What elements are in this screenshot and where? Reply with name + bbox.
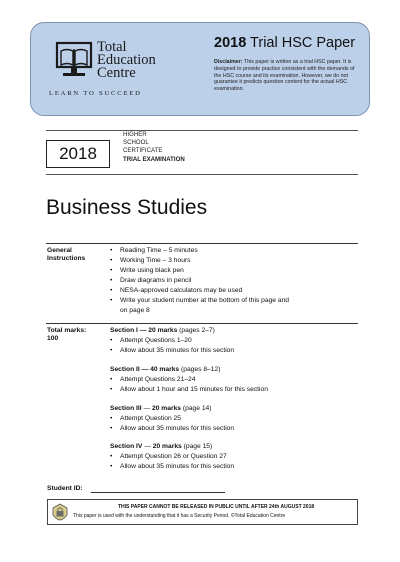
list-item: • Write your student number at the bottom of this page and [110, 296, 320, 306]
paper-title [214, 35, 355, 51]
list-item: • Attempt Questions 1–20 [110, 336, 340, 346]
certificate-line: HIGHER [123, 131, 147, 138]
security-footer [47, 499, 358, 525]
list-item: • NESA-approved calculators may be used [110, 286, 320, 296]
list-item: • Allow about 1 hour and 15 minutes for this section [110, 385, 340, 395]
certificate-line: TRIAL EXAMINATION [123, 155, 185, 163]
section-marks: 40 marks [150, 366, 180, 373]
book-monitor-icon [51, 41, 97, 81]
paper-year: 2018 [214, 35, 247, 51]
total-marks-value: 100 [47, 335, 59, 343]
list-item: • Reading Time – 5 minutes [110, 246, 320, 256]
year-box: 2018 [46, 140, 110, 168]
divider-cert [46, 174, 358, 175]
section-3 [110, 404, 340, 434]
section-heading: Section II — 40 marks (pages 8–12) [110, 366, 221, 373]
section-name: Section II [110, 366, 140, 373]
brand-name [97, 41, 156, 80]
list-item: • Attempt Question 25 [110, 414, 340, 424]
section-1 [110, 326, 340, 356]
general-label [47, 247, 85, 264]
paper-title-text: Trial HSC Paper [250, 35, 356, 51]
lock-seal-icon [51, 503, 69, 521]
brand-tagline: LEARN TO SUCCEED [49, 90, 142, 97]
section-pages: (page 14) [182, 405, 212, 412]
list-item: • Attempt Question 26 or Question 27 [110, 452, 340, 462]
section-heading: Section I — 20 marks (pages 2–7) [110, 327, 215, 334]
total-marks-text: Total marks: [47, 327, 87, 334]
section-heading: Section IV — 20 marks (page 15) [110, 443, 213, 450]
section-name: Section I [110, 327, 138, 334]
list-item: • Attempt Questions 21–24 [110, 375, 340, 385]
brand-name-line1: Total [97, 39, 127, 55]
list-item: • Allow about 35 minutes for this section [110, 346, 340, 356]
list-item-continuation: on page 8 [120, 307, 150, 314]
security-notice: THIS PAPER CANNOT BE RELEASED IN PUBLIC UNTIL AFTER 24th AUGUST 2018 [118, 504, 315, 510]
section-marks: 20 marks [152, 443, 182, 450]
divider-total [46, 323, 358, 324]
list-item: • Write using black pen [110, 266, 320, 276]
general-label-line1: General [47, 247, 72, 254]
brand-name-line3: Centre [97, 65, 136, 81]
brand-logo [49, 41, 184, 109]
certificate-label [123, 131, 185, 164]
subject-title: Business Studies [46, 196, 208, 219]
section-pages: (pages 2–7) [179, 327, 215, 334]
list-item: • Draw diagrams in pencil [110, 276, 320, 286]
total-marks-label [47, 327, 86, 344]
section-heading: Section III — 20 marks (page 14) [110, 405, 212, 412]
list-item: • Allow about 35 minutes for this section [110, 462, 340, 472]
section-marks: 20 marks [152, 405, 182, 412]
section-name: Section IV [110, 443, 143, 450]
list-item: • Allow about 35 minutes for this section [110, 424, 340, 434]
general-list [110, 246, 320, 316]
section-name: Section III [110, 405, 142, 412]
disclaimer-text: This paper is written as a trial HSC paper. It is designed to provide practice consistent with the demands of the HSC course and its examination. However, we do not guarantee it predicts question content for the actual HSC examination. [214, 59, 355, 93]
section-2 [110, 365, 340, 395]
divider-general [46, 243, 358, 244]
section-pages: (pages 8–12) [181, 366, 221, 373]
section-marks: 20 marks [148, 327, 178, 334]
certificate-line: SCHOOL [123, 139, 149, 147]
disclaimer-label: Disclaimer: [214, 59, 243, 65]
security-caption: This paper is used with the understanding that it has a Security Period. ©Total Education Centre [73, 513, 286, 519]
section-pages: (page 15) [183, 443, 213, 450]
section-4 [110, 442, 340, 472]
student-id-label: Student ID: [47, 485, 83, 492]
divider-top [46, 130, 358, 131]
general-label-line2: Instructions [47, 255, 86, 263]
brand-name-line2: Education [97, 52, 156, 68]
disclaimer [214, 59, 362, 93]
list-item: • Working Time – 3 hours [110, 256, 320, 266]
certificate-line: CERTIFICATE [123, 147, 163, 155]
student-id-field[interactable] [91, 492, 225, 493]
header-banner [30, 22, 370, 116]
